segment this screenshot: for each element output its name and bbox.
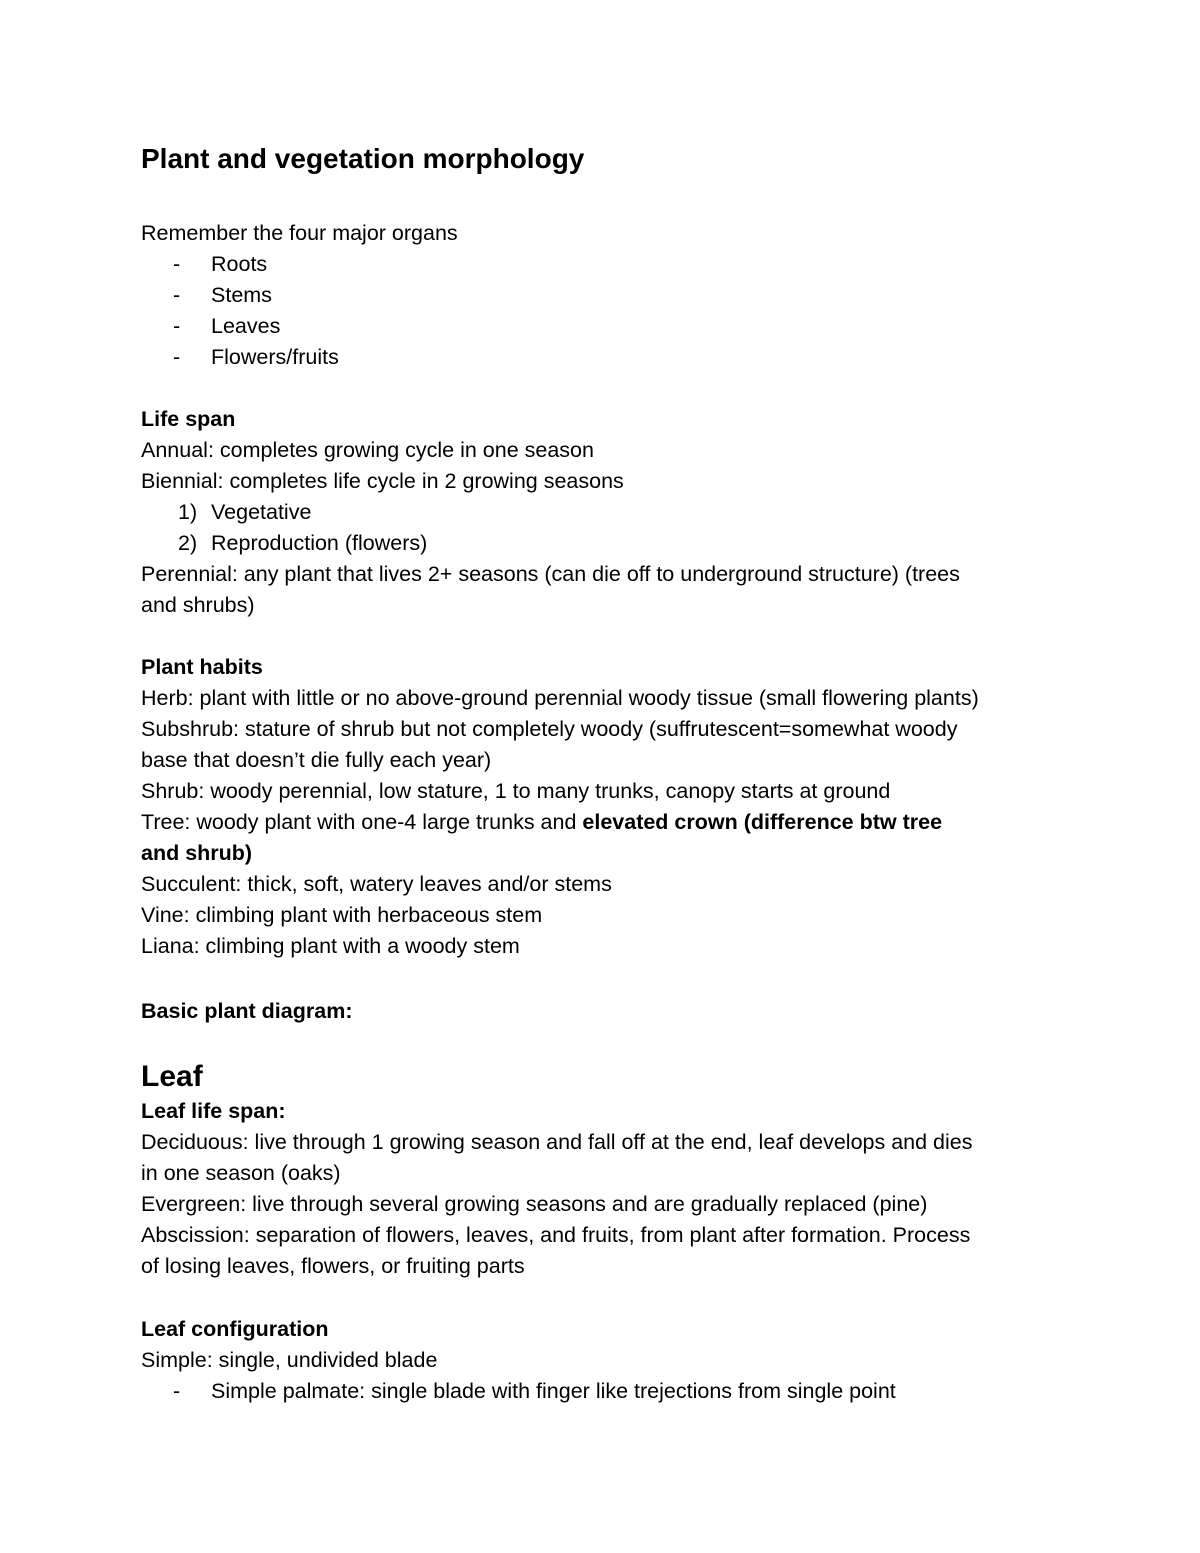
vine-text: Vine: climbing plant with herbaceous stem bbox=[141, 903, 543, 927]
diagram-heading: Basic plant diagram: bbox=[141, 999, 353, 1023]
list-item bbox=[141, 497, 1071, 528]
subshrub-text-1: Subshrub: stature of shrub but not completely woody (suffrutescent=somewhat woody bbox=[141, 717, 958, 741]
perennial-text-1: Perennial: any plant that lives 2+ seasons (can die off to underground structure) (trees bbox=[141, 562, 960, 586]
page-title: Plant and vegetation morphology bbox=[141, 143, 585, 174]
list-item bbox=[141, 342, 1071, 373]
liana-text: Liana: climbing plant with a woody stem bbox=[141, 934, 520, 958]
list-item bbox=[141, 280, 1071, 311]
life-span-heading: Life span bbox=[141, 407, 236, 431]
deciduous-text-1: Deciduous: live through 1 growing season and fall off at the end, leaf develops and dies bbox=[141, 1130, 973, 1154]
plant-habits-section bbox=[141, 652, 1071, 962]
herb-text: Herb: plant with little or no above-ground perennial woody tissue (small flowering plants) bbox=[141, 686, 979, 710]
plant-habits-heading: Plant habits bbox=[141, 655, 263, 679]
bullet-dash: - bbox=[173, 345, 181, 369]
life-span-section bbox=[141, 404, 1071, 621]
abscission-text-1: Abscission: separation of flowers, leaves, and fruits, from plant after formation. Process bbox=[141, 1223, 971, 1247]
tree-text-start: Tree: woody plant with one-4 large trunks and bbox=[141, 810, 583, 834]
leaf-life-span-section bbox=[141, 1096, 1071, 1282]
biennial-step-1: Vegetative bbox=[211, 500, 312, 524]
organ-flowers: Flowers/fruits bbox=[211, 345, 339, 369]
diagram-section bbox=[141, 996, 1071, 1027]
organ-stems: Stems bbox=[211, 283, 272, 307]
list-item bbox=[141, 1376, 1071, 1407]
simple-text: Simple: single, undivided blade bbox=[141, 1348, 438, 1372]
list-item bbox=[141, 311, 1071, 342]
organ-roots: Roots bbox=[211, 252, 268, 276]
bullet-dash: - bbox=[173, 314, 181, 338]
biennial-step-2: Reproduction (flowers) bbox=[211, 531, 428, 555]
annual-text: Annual: completes growing cycle in one season bbox=[141, 438, 594, 462]
leaf-life-span-heading: Leaf life span: bbox=[141, 1099, 286, 1123]
leaf-title: Leaf bbox=[141, 1060, 203, 1093]
simple-palmate-text: Simple palmate: single blade with finger like trejections from single point bbox=[211, 1379, 896, 1403]
subshrub-text-2: base that doesn’t die fully each year) bbox=[141, 748, 492, 772]
tree-text-2 bbox=[141, 838, 1071, 869]
evergreen-text: Evergreen: live through several growing seasons and are gradually replaced (pine) bbox=[141, 1192, 928, 1216]
list-item bbox=[141, 528, 1071, 559]
tree-text-1 bbox=[141, 807, 1071, 838]
succulent-text: Succulent: thick, soft, watery leaves and/or stems bbox=[141, 872, 612, 896]
leaf-configuration-section bbox=[141, 1314, 1071, 1407]
leaf-configuration-heading: Leaf configuration bbox=[141, 1317, 329, 1341]
tree-text-bold-2: and shrub) bbox=[141, 841, 253, 865]
bullet-dash: - bbox=[173, 252, 181, 276]
perennial-text-2: and shrubs) bbox=[141, 593, 255, 617]
bullet-dash: - bbox=[173, 283, 181, 307]
organs-section bbox=[141, 218, 1071, 373]
tree-text-bold: elevated crown (difference btw tree bbox=[582, 810, 943, 834]
organ-leaves: Leaves bbox=[211, 314, 281, 338]
biennial-text: Biennial: completes life cycle in 2 growing seasons bbox=[141, 469, 624, 493]
abscission-text-2: of losing leaves, flowers, or fruiting parts bbox=[141, 1254, 525, 1278]
number-marker: 2) bbox=[178, 531, 198, 555]
bullet-dash: - bbox=[173, 1379, 181, 1403]
shrub-text: Shrub: woody perennial, low stature, 1 to many trunks, canopy starts at ground bbox=[141, 779, 891, 803]
list-item bbox=[141, 249, 1071, 280]
deciduous-text-2: in one season (oaks) bbox=[141, 1161, 341, 1185]
organs-intro: Remember the four major organs bbox=[141, 221, 458, 245]
number-marker: 1) bbox=[178, 500, 198, 524]
